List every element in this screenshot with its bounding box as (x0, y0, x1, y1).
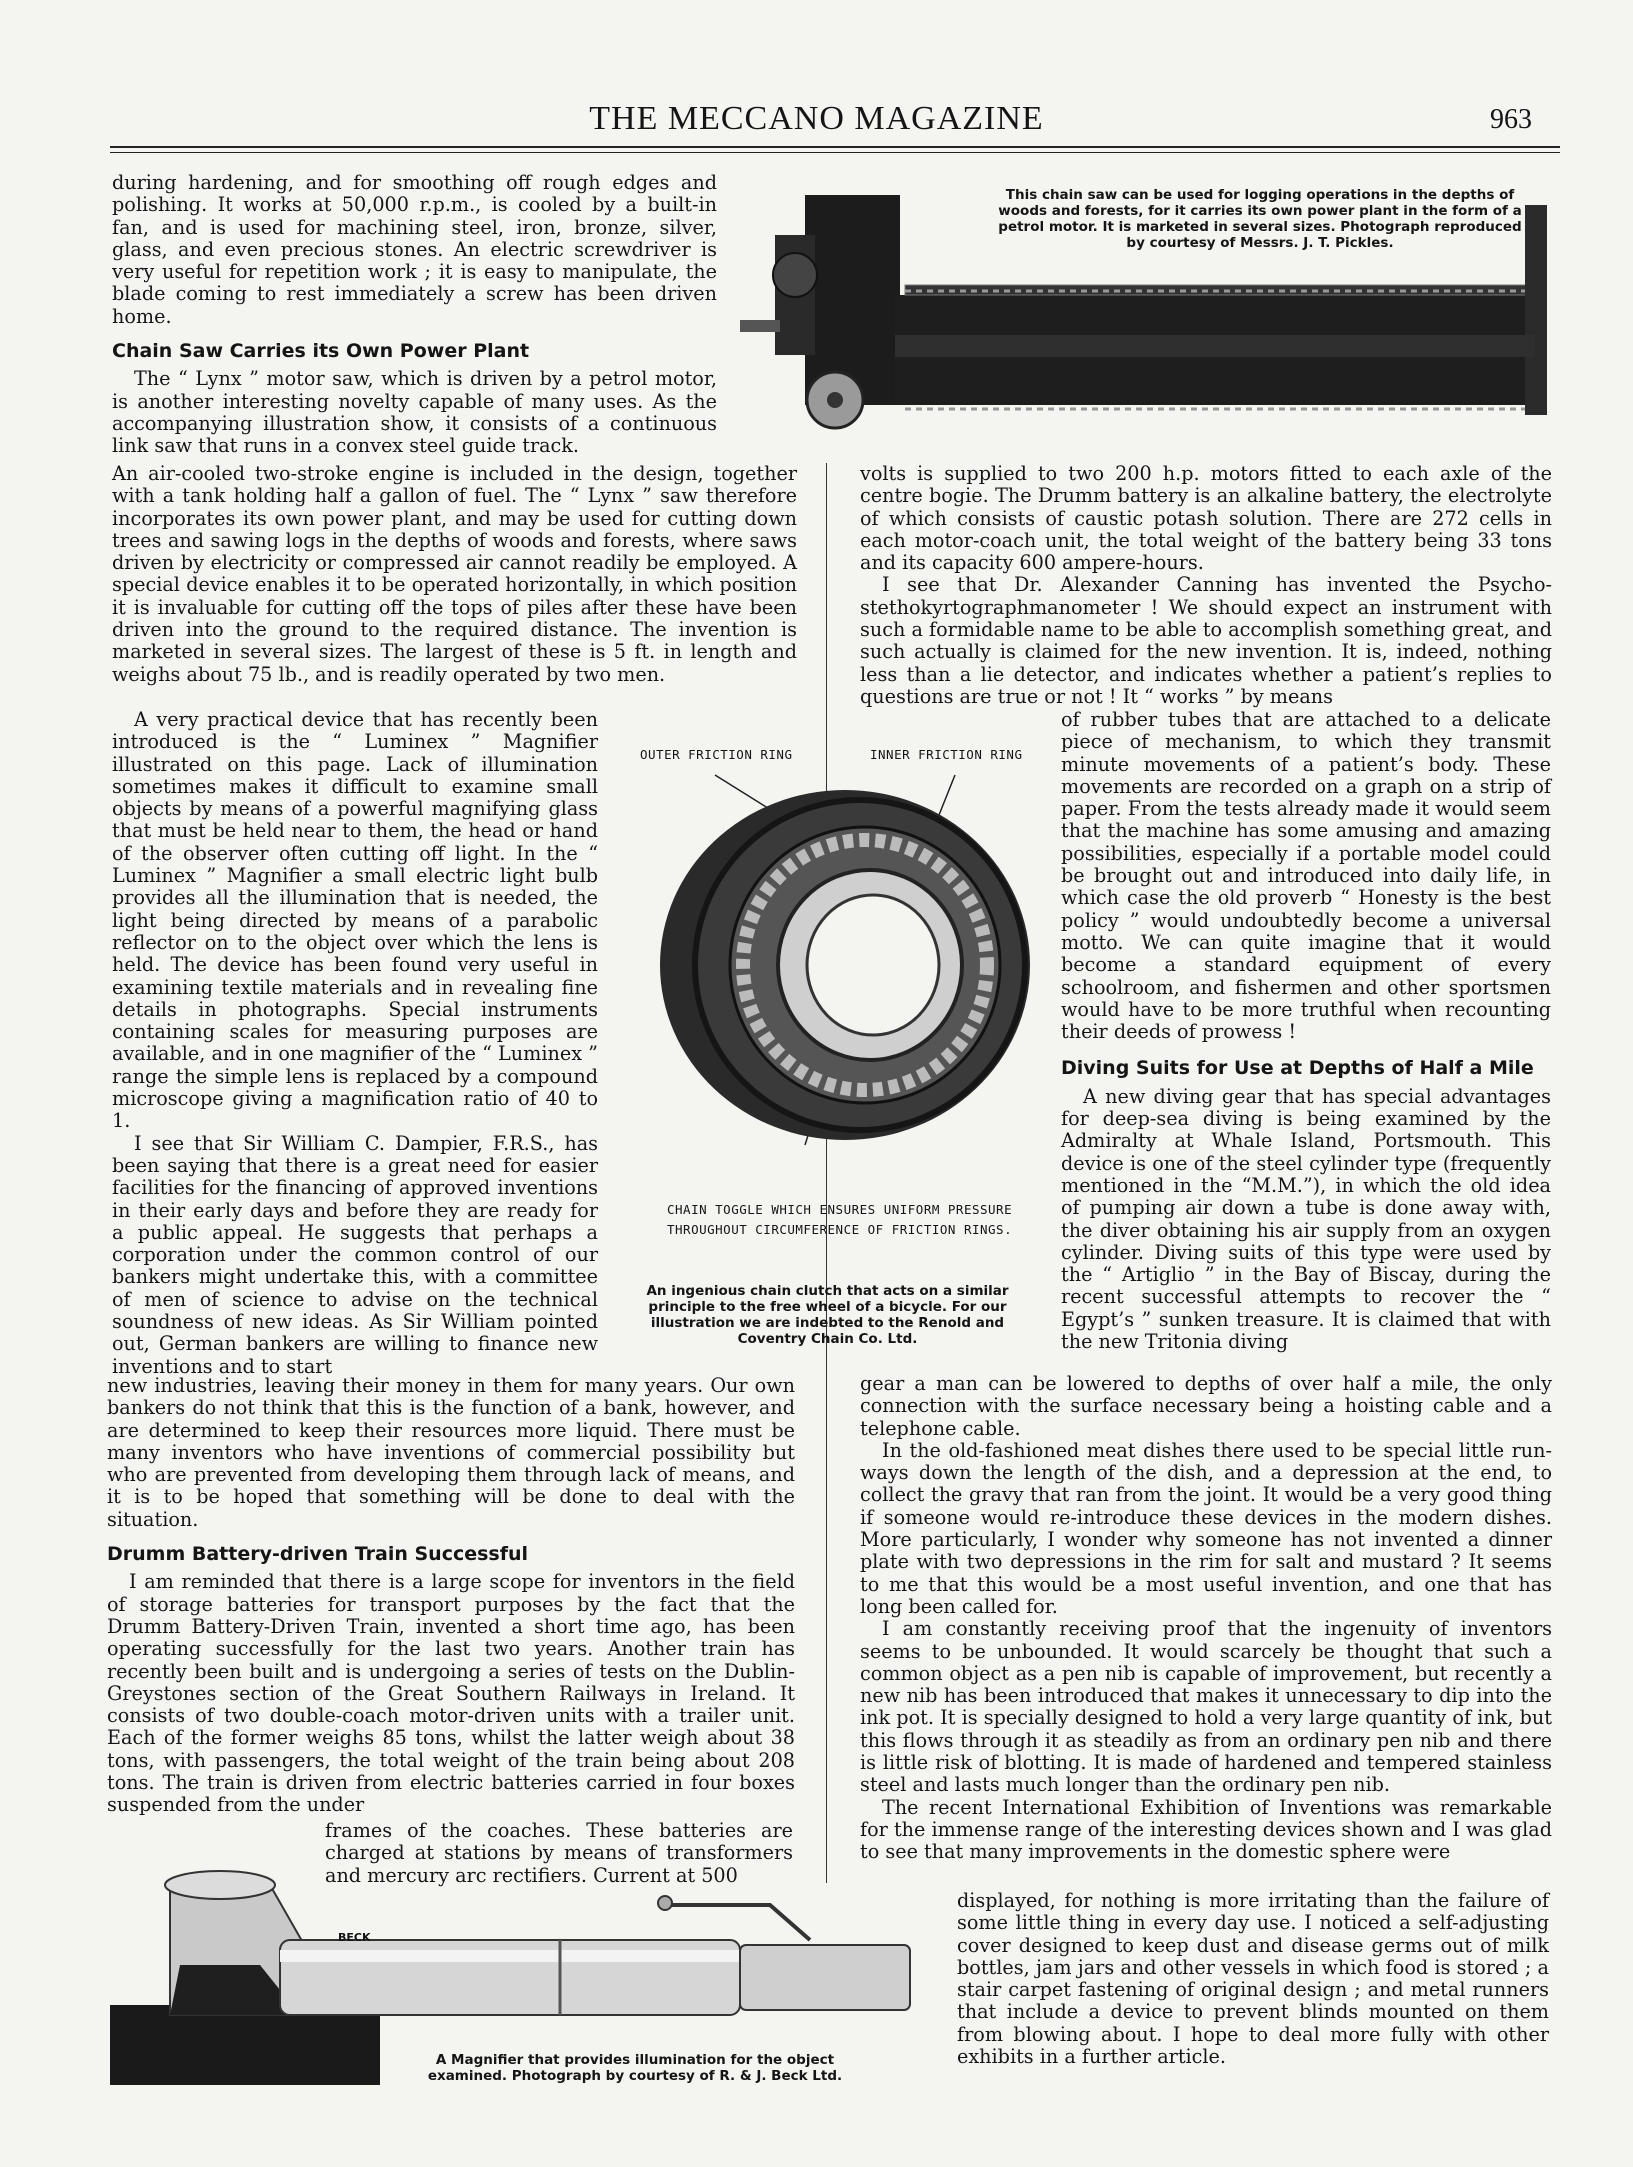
label-chain-toggle: CHAIN TOGGLE WHICH ENSURES UNIFORM PRESSURE THROUGHOUT CIRCUMFERENCE OF FRICTION RINGS. (667, 1202, 1013, 1237)
heading-diving: Diving Suits for Use at Depths of Half a Mile (1061, 1057, 1534, 1080)
col1-top-block (112, 172, 717, 458)
paragraph-canning-b: of rubber tubes that are attached to a delicate piece of mechanism, to which they transmit minute movements of a patient’s body. These movements are recorded on a graph on a strip of paper. From the tests already made it would seem that the machine has some amusing and amazing possibilities, especially if a portable model could be brought out and introduced into daily life, in which case the old proverb “ Honesty is the best policy ” would undoubtedly become a universal motto. We can quite imagine that it would become a standard equipment of every schoolroom, and fishermen and other sportsmen would have to be more truthful when recounting their deeds of prowess ! (1061, 708, 1551, 1044)
paragraph-diving-a: A new diving gear that has special advantages for deep-sea diving is being examined by the Admiralty at Whale Island, Portsmouth. This device is one of the steel cylinder type (frequently mentioned in the “M.M.”), in which the old idea of pumping air down a tube is done away with, the diver obtaining his air supply from an oxygen cylinder. Diving suits of this type were used by the “ Artiglio ” in the Bay of Biscay, during the recent successful attempts to recover the “ Egypt’s ” sunken treasure. It is claimed that with the new Tritonia diving (1061, 1084, 1551, 1354)
paragraph-drumm-a: I am reminded that there is a large scope for inventors in the field of storage batteries for transport purposes by the fact that the Drumm Battery-Driven Train, invented a short time ago, has been operating successfully for the last two years. Another train has recently been built and is undergoing a series of tests on the Dublin-Greystones section of the Great Southern Railways in Ireland. It consists of two double-coach motor-driven units with a trailer unit. Each of the former weighs 85 tons, whilst the latter weigh about 38 tons, with passengers, the total weight of the train being about 208 tons. The train is driven from electric batteries carried in four boxes suspended from the under (107, 1570, 795, 1817)
paragraph-volts: volts is supplied to two 200 h.p. motors fitted to each axle of the centre bogie. The Drumm battery is an alkaline battery, the electrolyte of which consists of caustic potash solution. There are 272 cells in each motor-coach unit, the total weight of the battery being 33 tons and its capacity 600 ampere-hours. (860, 462, 1552, 575)
paragraph-canning-a: I see that Dr. Alexander Canning has invented the Psycho-stethokyrtographmanometer ! We should expect an instrument with such a formidable name to be able to accomplish something great, and such actually is claimed for the new invention. It is, indeed, nothing less than a lie detector, and indicates whether a patient’s replies to questions are true or not ! It “ works ” by means (860, 573, 1552, 708)
col2-bottom-block (957, 1890, 1549, 2068)
col1-lower-block (107, 1375, 795, 1817)
clutch-caption: An ingenious chain clutch that acts on a similar principle to the free wheel of a bicycle. For our illustration we are indebted to the Renold and Coventry Chain Co. Ltd. (646, 1283, 1009, 1347)
label-inner-friction-ring: INNER FRICTION RING (870, 747, 1023, 762)
magnifier-figure (110, 1855, 950, 2085)
label-outer-friction-ring: OUTER FRICTION RING (640, 747, 793, 762)
paragraph-lynx-a: The “ Lynx ” motor saw, which is driven by a petrol motor, is another interesting novelty capable of many uses. As the accompanying illustration show, it consists of a continuous link saw that runs in a convex steel guide track. (112, 367, 717, 458)
header-rule-thin (110, 152, 1560, 153)
col2-narrow-block (1061, 709, 1551, 1353)
paragraph-exhibition-a: The recent International Exhibition of Inventions was remarkable for the immense range of the interesting devices shown and I was glad to see that many improvements in the domestic sphere were (860, 1795, 1552, 1864)
paragraph-intro: during hardening, and for smoothing off rough edges and polishing. It works at 50,000 r.p.m., is cooled by a built-in fan, and is used for machining steel, iron, bronze, silver, glass, and even precious stones. An electric screwdriver is very useful for repetition work ; it is easy to manipulate, the blade coming to rest immediately a screw has been driven home. (112, 171, 717, 328)
paragraph-nib: I am constantly receiving proof that the ingenuity of inventors seems to be unbounded. It would scarcely be thought that such a common object as a pen nib is capable of improvement, but recently a new nib has been introduced that makes it unnecessary to dip into the ink pot. It is specially designed to hold a very large quantity of ink, but this flows through it as steadily as from an ordinary pen nib and there is little risk of blotting. It is made of hardened and tempered stainless steel and lasts much longer than the ordinary pen nib. (860, 1617, 1552, 1797)
col2-top-block (860, 463, 1552, 708)
page-number: 963 (1490, 104, 1532, 135)
heading-chain-saw: Chain Saw Carries its Own Power Plant (112, 340, 530, 363)
magnifier-image (110, 1855, 950, 2085)
paragraph-dampier-a: I see that Sir William C. Dampier, F.R.S., has been saying that there is a great need for easier facilities for the financing of approved inventions in their early days and before they are ready for a public appeal. He suggests that perhaps a corporation under the common control of our bankers might undertake this, with a committee of men of science to advise on the technical soundness of new ideas. As Sir William pointed out, German bankers are willing to finance new inventions and to start (112, 1131, 598, 1378)
magazine-title: THE MECCANO MAGAZINE (589, 100, 1044, 137)
clutch-figure (615, 745, 1045, 1265)
chain-saw-caption: This chain saw can be used for logging operations in the depths of woods and forests, for it carries its own power plant in the form of a petrol motor. It is marketed in several sizes. Photograph reproduced by courtesy of Messrs. J. T. Pickles. (998, 187, 1522, 251)
magnifier-caption: A Magnifier that provides illumination for the object examined. Photograph by courtesy of R. & J. Beck Ltd. (427, 2052, 843, 2084)
paragraph-dampier-b: new industries, leaving their money in them for many years. Our own bankers do not think that this is the function of a bank, however, and are determined to keep their resources more liquid. There must be many inventors who have inventions of commercial possibility but who are prevented from developing them through lack of means, and it is to be hoped that something will be done to deal with the situation. (107, 1374, 795, 1531)
header-rule (110, 146, 1560, 148)
paragraph-exhibition-b: displayed, for nothing is more irritating than the failure of some little thing in every day use. I noticed a self-adjusting cover designed to keep dust and disease germs out of milk bottles, jam jars and other vessels in which food is stored ; a stair carpet fastening of original design ; and metal runners that include a device to prevent blinds mounted on them from blowing about. I hope to deal more fully with other exhibits in a further article. (957, 1889, 1549, 2069)
paragraph-meat: In the old-fashioned meat dishes there used to be special little run-ways down the length of the dish, and a depression at the end, to collect the gravy that ran from the joint. It would be a very good thing if someone would re-introduce these devices in the modern dishes. More particularly, I wonder why someone has not invented a dinner plate with two depressions in the rim for salt and mustard ? It seems to me that this would be a most useful invention, and one that has long been called for. (860, 1438, 1552, 1618)
chain-clutch-image (615, 765, 1045, 1155)
col2-lower-block (860, 1373, 1552, 1864)
col1-lynx-block (112, 463, 797, 686)
chain-saw-figure (735, 175, 1565, 445)
magnifier-brand-label: BECK (338, 1931, 371, 1944)
paragraph-lynx-b: An air-cooled two-stroke engine is included in the design, together with a tank holding half a gallon of fuel. The “ Lynx ” saw therefore incorporates its own power plant, and may be used for cutting down trees and sawing logs in the depths of woods and forests, where saws driven by electricity or compressed air cannot readily be employed. A special device enables it to be operated horizontally, in which position it is invaluable for cutting off the tops of piles after these have been driven into the ground to the required distance. The invention is marketed in several sizes. The largest of these is 5 ft. in length and weighs about 75 lb., and is readily operated by two men. (112, 462, 797, 686)
col1-narrow-block (112, 709, 598, 1378)
paragraph-luminex: A very practical device that has recently been introduced is the “ Luminex ” Magnifier illustrated on this page. Lack of illumination sometimes makes it difficult to examine small objects by means of a powerful magnifying glass that must be held near to them, the head or hand of the observer often cutting off light. In the “ Luminex ” Magnifier a small electric light bulb provides all the illumination that is needed, the light being directed by means of a parabolic reflector on to the object over which the lens is held. The device has been found very useful in examining textile materials and in revealing fine details in photographs. Special instruments containing scales for measuring purposes are available, and in one magnifier of the “ Luminex ” range the simple lens is replaced by a compound microscope giving a magnification ratio of 40 to 1. (112, 708, 598, 1133)
paragraph-diving-b: gear a man can be lowered to depths of over half a mile, the only connection with the surface necessary being a hoisting cable and a telephone cable. (860, 1372, 1552, 1440)
heading-drumm: Drumm Battery-driven Train Successful (107, 1543, 529, 1566)
paragraph-drumm-b: frames of the coaches. These batteries are charged at stations by means of transformers and mercury arc rectifiers. Current at 500 (325, 1819, 793, 1887)
